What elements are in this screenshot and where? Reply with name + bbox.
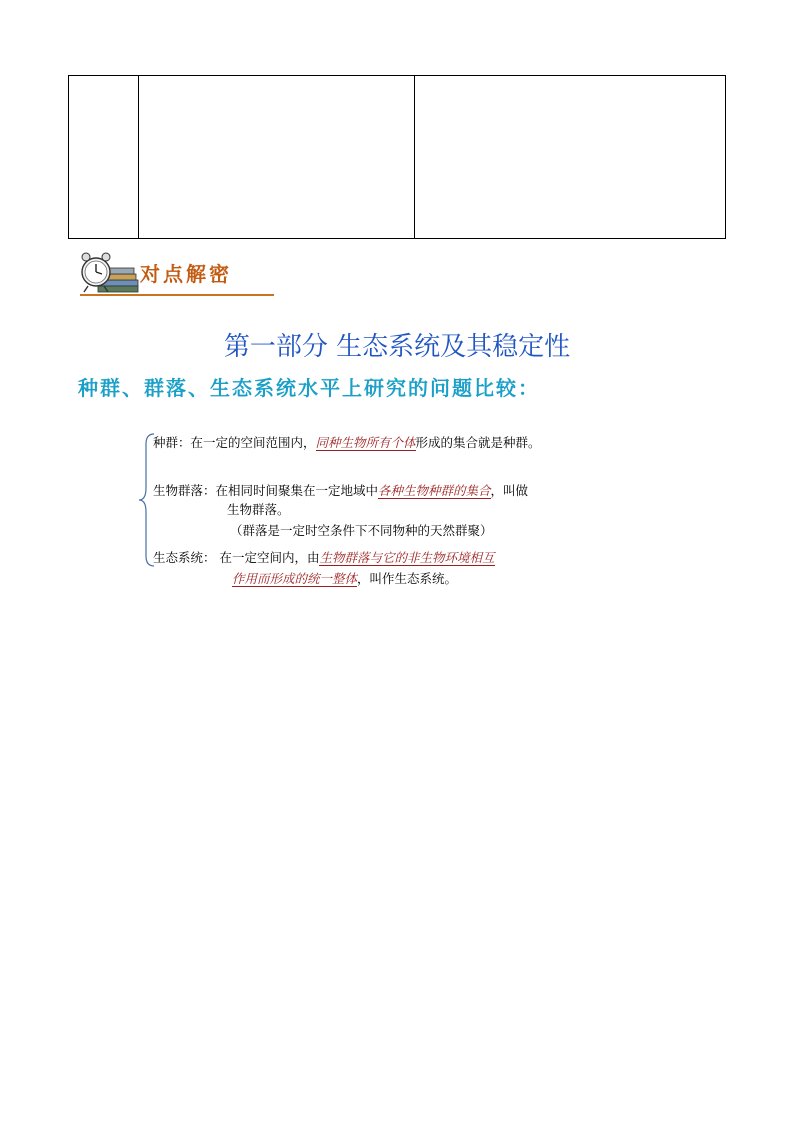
keyword-highlight: 同种生物所有个体 (315, 435, 416, 450)
keyword-highlight: 生物群落与它的非生物环境相互 (319, 550, 495, 565)
community-continuation: 生物群落。 (227, 502, 290, 517)
banner-underline (80, 294, 274, 296)
table-cell (415, 76, 726, 239)
population-definition (153, 433, 541, 451)
definition-text: 生态系统： 在一定空间内，由 (153, 550, 320, 565)
section-banner (78, 244, 274, 300)
table-cell (69, 76, 139, 239)
part-title: 第一部分 生态系统及其稳定性 (223, 332, 571, 362)
clock-books-icon (78, 246, 140, 296)
definition-text: 生物群落：在相同时间聚集在一定地域中 (153, 483, 379, 498)
table-cell (139, 76, 415, 239)
keyword-highlight: 作用而形成的统一整体 (232, 571, 358, 586)
definition-text: 种群：在一定的空间范围内， (153, 435, 316, 450)
section-subtitle: 种群、群落、生态系统水平上研究的问题比较： (78, 376, 540, 400)
banner-title: 对点解密 (140, 262, 232, 286)
definition-text: ，叫作生态系统。 (357, 571, 458, 586)
ecosystem-continuation (232, 569, 457, 587)
definition-text: ，叫做 (490, 483, 529, 498)
definition-text: 形成的集合就是种群。 (415, 435, 541, 450)
ecosystem-definition (153, 548, 495, 566)
community-note: （群落是一定时空条件下不同物种的天然群聚） (230, 523, 493, 538)
community-definition (153, 481, 528, 499)
keyword-highlight: 各种生物种群的集合 (378, 483, 491, 498)
top-table (68, 75, 726, 239)
